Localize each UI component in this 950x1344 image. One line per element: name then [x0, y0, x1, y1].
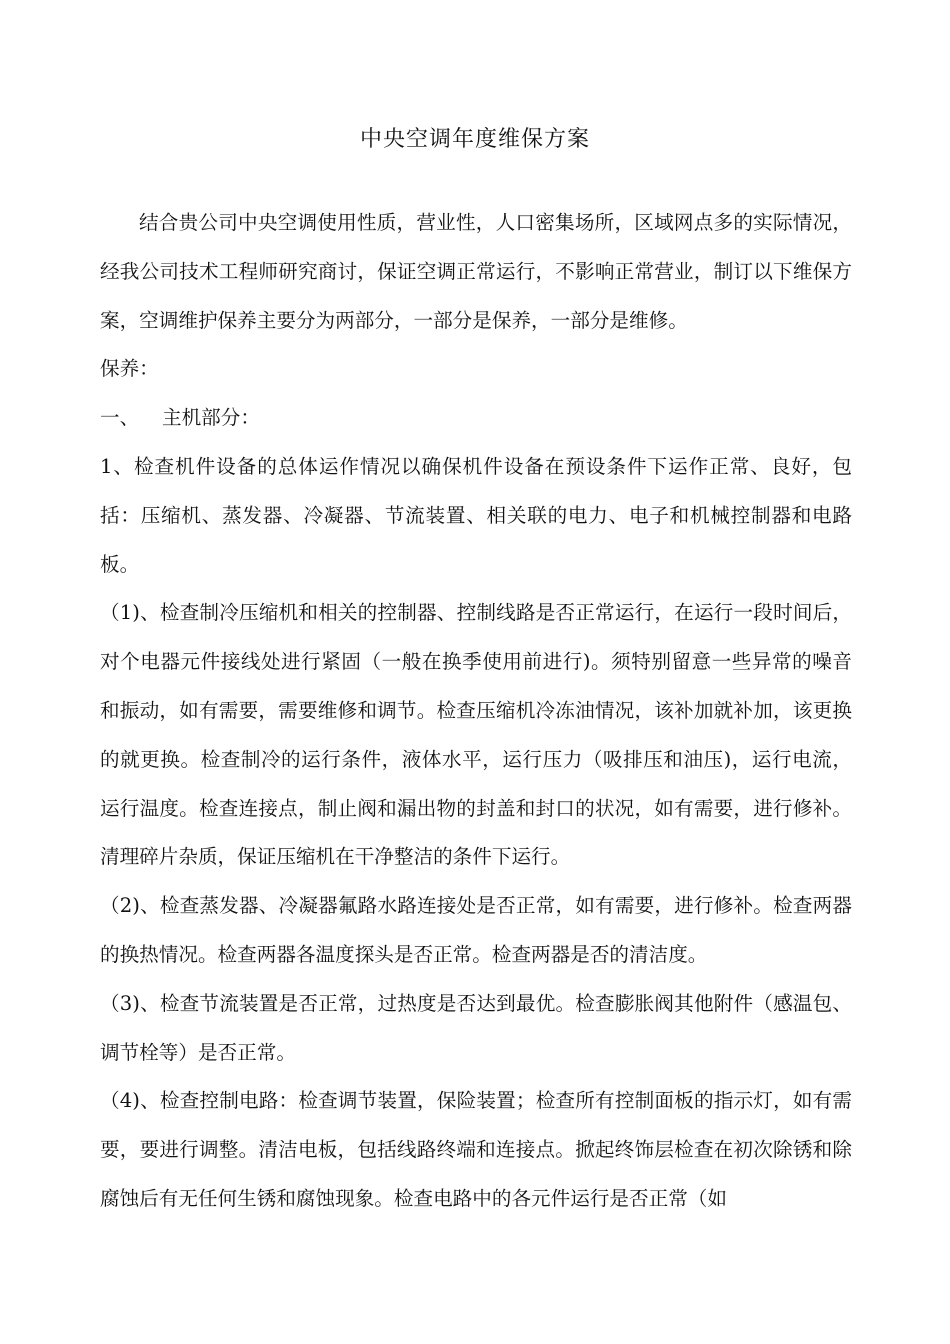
- subsection-number: 一、: [100, 406, 140, 430]
- subsection-label: 主机部分：: [162, 406, 260, 430]
- item-1-4-paragraph: （4)、检查控制电路：检查调节装置，保险装置；检查所有控制面板的指示灯，如有需要，要进行调整。清洁电板，包括线路终端和连接点。掀起终饰层检查在初次除锈和除腐蚀后有无任何生锈和腐蚀现象。检查电路中的各元件运行是否正常（如: [100, 1089, 852, 1210]
- intro-paragraph: 结合贵公司中央空调使用性质，营业性，人口密集场所，区域网点多的实际情况，经我公司技术工程师研究商讨，保证空调正常运行，不影响正常营业，制订以下维保方案，空调维护保养主要分为两部分，一部分是保养，一部分是维修。: [100, 211, 852, 332]
- document-body: [100, 199, 852, 1224]
- document-title: 中央空调年度维保方案: [359, 127, 590, 152]
- item-1-paragraph: 1、检查机件设备的总体运作情况以确保机件设备在预设条件下运作正常、良好，包括：压缩机、蒸发器、冷凝器、节流装置、相关联的电力、电子和机械控制器和电路板。: [100, 454, 852, 576]
- item-1-3-paragraph: （3)、检查节流装置是否正常，过热度是否达到最优。检查膨胀阀其他附件（感温包、调节栓等）是否正常。: [100, 991, 852, 1064]
- section-label: 保养：: [100, 357, 159, 381]
- item-1-2-paragraph: （2)、检查蒸发器、冷凝器氟路水路连接处是否正常，如有需要，进行修补。检查两器的换热情况。检查两器各温度探头是否正常。检查两器是否的清洁度。: [100, 894, 852, 966]
- item-1-1-paragraph: （1)、检查制冷压缩机和相关的控制器、控制线路是否正常运行，在运行一段时间后，对个电器元件接线处进行紧固（一般在换季使用前进行)。须特别留意一些异常的噪音和振动，如有需要，需要维修和调节。检查压缩机冷冻油情况，该补加就补加，该更换的就更换。检查制冷的运行条件，液体水平，运行压力（吸排压和油压)，运行电流，运行温度。检查连接点，制止阀和漏出物的封盖和封口的状况，如有需要，进行修补。清理碎片杂质，保证压缩机在干净整洁的条件下运行。: [100, 601, 852, 869]
- subsection-heading: [100, 394, 852, 443]
